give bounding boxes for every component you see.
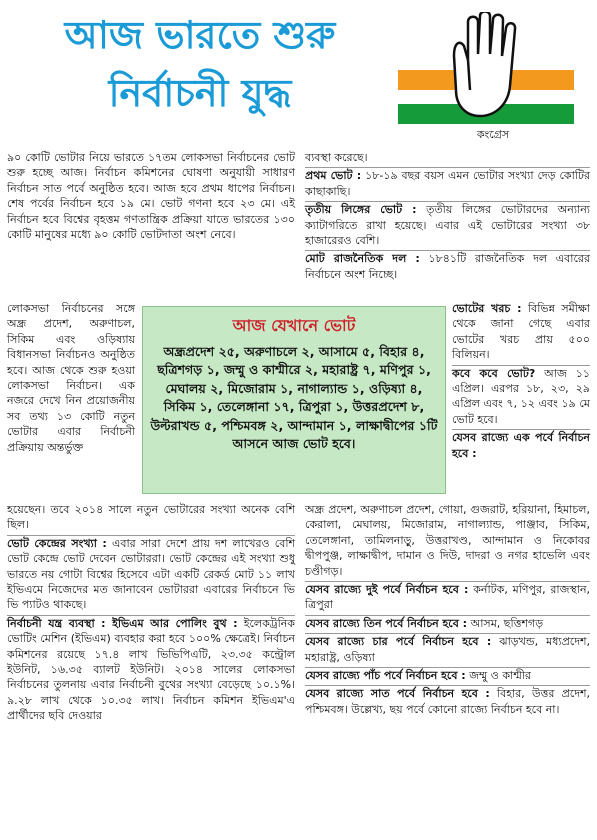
third-gender-paragraph bbox=[305, 202, 590, 251]
box-body: অন্ধ্রপ্রদেশ ২৫, অরুণাচলে ২, আসামে ৫, বিহার ৪, ছত্রিশগড় ১, জম্মু ও কাশ্মীরে ২, মহারাষ্ট্র ৭, মণিপুর ১, মেঘালয় ২, মিজোরাম ১, নাগাল্যান্ড ১, ওড়িষ্যা ৪, সিকিম ১, তেলেঙ্গানা ১৭, ত্রিপুরা ১, উত্তরপ্রদেশ ৮, উল্টরাখন্ড ৫, পশ্চিমবঙ্গ ২, আন্দামান ১, লাক্ষাদ্বীপের ১টি আসনে আজ ভোট হবে। bbox=[150, 344, 438, 452]
article-left-wide bbox=[7, 502, 295, 724]
seven-phase-paragraph bbox=[305, 686, 590, 717]
three-phase-label: যেসব রাজ্যে তিন পর্বে নির্বাচন হবে : bbox=[305, 616, 468, 630]
when-paragraph bbox=[452, 366, 590, 431]
centres-label: ভোট কেন্দ্রের সংখ্যা : bbox=[7, 536, 107, 550]
parties-label: মোট রাজনৈতিক দল : bbox=[305, 252, 420, 266]
parties-text: ১৮৪১টি রাজনৈতিক দল এবারের নির্বাচনে অংশ নিচ্ছে। bbox=[305, 252, 591, 281]
five-phase-text: জম্মু ও কাশ্মীর bbox=[469, 669, 531, 683]
one-phase-text: অন্ধ্র প্রদেশ, অরুণাচল প্রদেশ, গোয়া, গুজরাট, হরিয়ানা, হিমাচল, কেরালা, মেঘালয়, মিজোরাম, নাগাল্যান্ড, পাঞ্জাব, সিকিম, তেলেঙ্গানা, তামিলনাড়ু, উত্তরাখণ্ড, আন্দামান ও নিকোবর দ্বীপপুঞ্জ, লাক্ষাদ্বীপ, দামান ও দিউ, দাদরা ও নগর হাভেলি এবং চণ্ডীগড়। bbox=[305, 502, 590, 582]
two-phase-text: কর্নাটক, মণিপুর, রাজস্থান, ত্রিপুরা bbox=[305, 583, 591, 612]
article-right-wide bbox=[305, 502, 590, 717]
three-phase-text: আসম, ছত্তিশগড় bbox=[470, 616, 544, 630]
cost-text: বিভিন্ন সমীক্ষা থেকে জানা গেছে এবার ভোটের খরচ প্রায় ৫০০ বিলিয়ন। bbox=[452, 302, 591, 362]
logo-caption: কংগ্রেস bbox=[476, 128, 510, 141]
article-left-narrow bbox=[7, 301, 135, 455]
polling-today-box bbox=[142, 306, 446, 494]
five-phase-label: যেসব রাজ্যে পাঁচ পর্বে নির্বাচন হবে : bbox=[305, 669, 466, 683]
machine-label: নির্বাচনী যন্ত্র ব্যবস্থা : ইভিএম আর পোলিং বুথ : bbox=[7, 616, 238, 630]
five-phase-paragraph bbox=[305, 668, 590, 686]
when-label: কবে কবে ভোট? bbox=[452, 366, 536, 380]
when-text: আজ ১১ এপ্রিল। এরপর ১৮, ২৩, ২৯ এপ্রিল এবং ৭, ১২ এবং ১৯ মে ভোট হবে। bbox=[452, 366, 590, 426]
article-right-top bbox=[305, 150, 590, 282]
headline-line-1: আজ ভারতে শুরু bbox=[64, 13, 336, 57]
paragraph: ৯০ কোটি ভোটার নিয়ে ভারতে ১৭তম লোকসভা নির্বাচনের ভোট শুরু হচ্ছে আজ। নির্বাচন কমিশনের ঘোষণা অনুযায়ী সাধারণ নির্বাচন সাত পর্বে অনুষ্ঠিত হবে। আজ হবে প্রথম ধাপের নির্বাচন। শেষ পর্বের নির্বাচন হবে ১৯ মে। ভোট গণনা হবে ২৩ মে। এই নির্বাচন হবে বিশ্বের বৃহত্তম গণতান্ত্রিক প্রক্রিয়া যাতে ভারতের ১৩০ কোটি মানুষের মধ্যে ৯০ কোটি ভোটদাতা অংশ নেবে। bbox=[7, 151, 295, 242]
three-phase-paragraph bbox=[305, 616, 590, 634]
paragraph: হয়েছেন। তবে ২০১৪ সালে নতুন ভোটারের সংখ্যা অনেক বেশি ছিল। bbox=[7, 502, 295, 536]
article-right-narrow bbox=[452, 301, 590, 461]
first-vote-paragraph bbox=[305, 168, 590, 202]
third-gender-label: তৃতীয় লিঙ্গের ভোট : bbox=[305, 203, 417, 217]
two-phase-paragraph bbox=[305, 582, 590, 616]
machine-paragraph bbox=[7, 616, 295, 724]
box-title: আজ যেখানে ভোট bbox=[232, 316, 356, 335]
seven-phase-text: বিহার, উত্তর প্রদেশ, পশ্চিমবঙ্গ। উল্লেখ্য, ছয় পর্বে কোনো রাজ্যে নির্বাচন হবে না। bbox=[305, 687, 591, 716]
four-phase-text: ঝাড়খন্ড, মধ্যপ্রদেশ, মহারাষ্ট্র, ওড়িষ্যা bbox=[305, 635, 591, 664]
two-phase-label: যেসব রাজ্যে দুই পর্বে নির্বাচন হবে : bbox=[305, 583, 469, 597]
cost-paragraph bbox=[452, 301, 590, 366]
paragraph: ব্যবস্থা করেছে। bbox=[305, 150, 590, 168]
hand-icon bbox=[454, 12, 515, 116]
first-vote-label: প্রথম ভোট : bbox=[305, 169, 362, 183]
third-gender-text: তৃতীয় লিঙ্গের ভোটারদের অন্যান্য ক্যাটাগরিতে রাখা হয়েছে। এবার এই ভোটারের সংখ্যা ৩৮ হাজারেরও বেশি। bbox=[305, 203, 590, 248]
centres-paragraph bbox=[7, 536, 295, 616]
parties-paragraph bbox=[305, 251, 590, 282]
first-vote-text: ১৮-১৯ বছর বয়স এমন ভোটার সংখ্যা দেড় কোটির কাছাকাছি। bbox=[305, 169, 591, 198]
headline bbox=[0, 6, 400, 122]
congress-hand-logo bbox=[398, 12, 574, 124]
one-phase-heading bbox=[452, 430, 590, 461]
one-phase-label: যেসব রাজ্যে এক পর্বে নির্বাচন হবে : bbox=[452, 431, 590, 460]
paragraph: লোকসভা নির্বাচনের সঙ্গে অন্ধ্র প্রদেশ, অরুণাচল, সিকিম এবং ওড়িষ্যায় বিধানসভা নির্বাচনও অনুষ্ঠিত হবে। আজ থেকে শুরু হওয়া লোকসভা নির্বাচন। এক নজরে দেখে নিন প্রয়োজনীয় সব তথ্য ১৩ কোটি নতুন ভোটার এবার নির্বাচনী প্রক্রিয়ায় অন্তর্ভুক্ত bbox=[7, 302, 135, 454]
article-left-top bbox=[7, 150, 295, 242]
centres-text: এবার সারা দেশে প্রায় দশ লাখেরও বেশি ভোট কেন্দ্রে ভোট দেবেন ভোটাররা। ভোট কেন্দ্রের এই সংখ্যা শুধু ভারতে নয় গোটা বিশ্বের হিসেবে এটা একটি রেকর্ড মোট ১১ লাখ ইভিএমে নিজেদের মত জানাবেন ভোটাররা এবারের নির্বাচনে ভি ভি প্যাটও থাকছে। bbox=[7, 536, 296, 612]
headline-line-2: নির্বাচনী যুদ্ধ bbox=[108, 71, 292, 115]
four-phase-paragraph bbox=[305, 634, 590, 668]
cost-label: ভোটের খরচ : bbox=[452, 302, 522, 315]
machine-text: ইলেকট্রনিক ভোটিং মেশিন (ইভিএম) ব্যবহার করা হবে ১০০% ক্ষেত্রেই। নির্বাচন কমিশনের রয়েছে ১৭.৪ লাখ ভিভিপিএটি, ২৩.৩৫ কন্ট্রোল ইউনিট, ১৬.৩৫ ব্যালট ইউনিট। ২০১৪ সালের লোকসভা নির্বাচনের তুলনায় এবার নির্বাচনী বুথের সংখ্যা বেড়েছে ১০.১%। ৯.২৮ লাখ থেকে ১০.৩৫ লাখ। নির্বাচন কমিশন ইভিএম'এ প্রার্থীদের ছবি দেওয়ার bbox=[7, 616, 296, 723]
seven-phase-label: যেসব রাজ্যে সাত পর্বে নির্বাচন হবে : bbox=[305, 687, 490, 701]
four-phase-label: যেসব রাজ্যে চার পর্বে নির্বাচন হবে : bbox=[305, 635, 492, 649]
